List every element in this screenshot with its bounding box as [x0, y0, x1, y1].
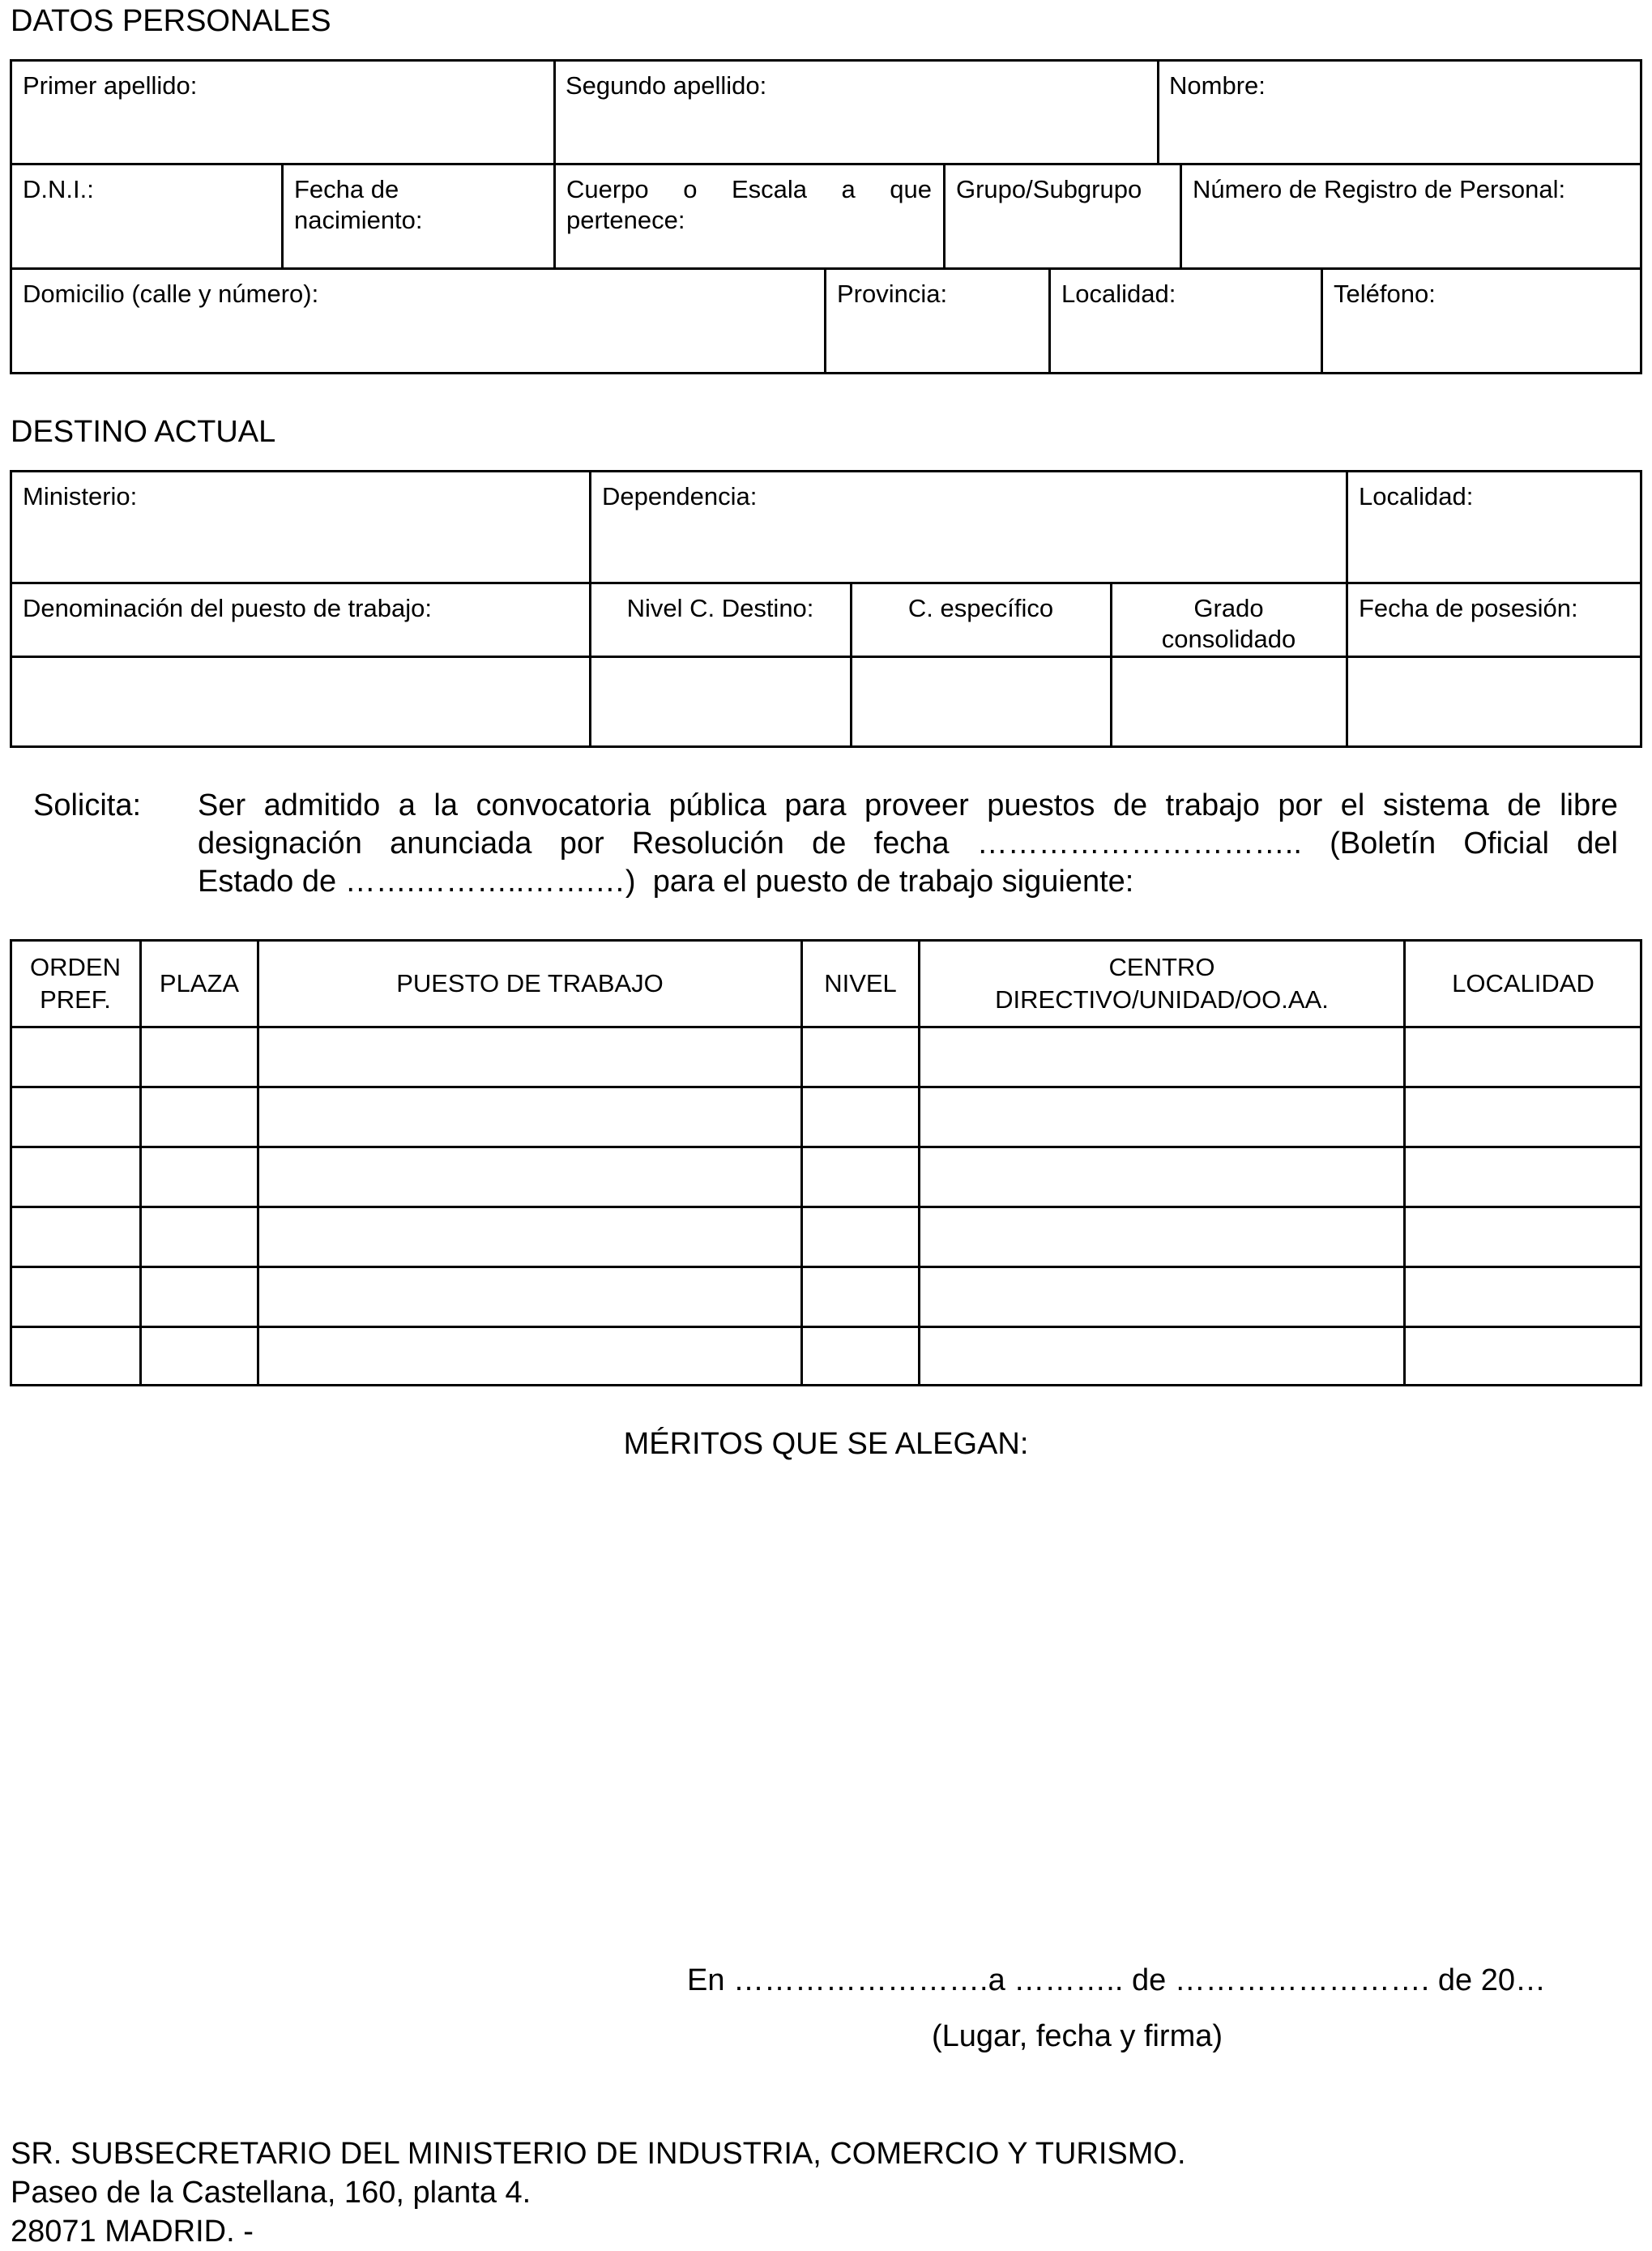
- word: del: [1577, 827, 1618, 861]
- label-telefono: Teléfono:: [1334, 280, 1436, 308]
- label-localidad: Localidad:: [1061, 280, 1176, 308]
- header-nivel-destino: [591, 583, 850, 656]
- word: (Boletín: [1330, 827, 1436, 861]
- label-orden: ORDEN: [30, 952, 121, 981]
- word: para: [784, 788, 847, 822]
- field-ministerio[interactable]: [11, 472, 589, 582]
- label-dni: D.N.I.:: [23, 175, 94, 203]
- label-localidad-puesto: LOCALIDAD: [1452, 968, 1594, 997]
- table-row[interactable]: [11, 1268, 1641, 1326]
- field-localidad-destino[interactable]: [1347, 472, 1641, 582]
- table-row[interactable]: [11, 1328, 1641, 1385]
- word: a: [398, 788, 416, 822]
- meritos-area[interactable]: [10, 1475, 1642, 1929]
- input-nivel-destino[interactable]: [591, 657, 850, 746]
- col-header-plaza: [142, 941, 257, 1026]
- word: la: [433, 788, 458, 822]
- table-row[interactable]: [11, 1028, 1641, 1086]
- label-dependencia: Dependencia:: [602, 482, 758, 510]
- field-dependencia[interactable]: [591, 472, 1346, 582]
- table-row[interactable]: [11, 1208, 1641, 1266]
- word: anunciada: [390, 827, 532, 861]
- label-word: a: [841, 175, 856, 203]
- destinatario-line-1: SR. SUBSECRETARIO DEL MINISTERIO DE INDUSTRIA, COMERCIO Y TURISMO.: [11, 2137, 1186, 2171]
- word: de: [1112, 788, 1148, 822]
- section-title-destino-actual: DESTINO ACTUAL: [11, 415, 276, 449]
- label-cuerpo-escala-line2: pertenece:: [566, 206, 685, 234]
- field-domicilio[interactable]: [11, 269, 824, 373]
- word: Oficial: [1463, 827, 1549, 861]
- label-segundo-apellido: Segundo apellido:: [566, 71, 767, 100]
- firma-caption: (Lugar, fecha y firma): [932, 2019, 1223, 2053]
- label-primer-apellido: Primer apellido:: [23, 71, 198, 100]
- word: puestos: [987, 788, 1095, 822]
- label-fecha-nacimiento-line2: nacimiento:: [294, 206, 423, 234]
- input-grado-consolidado[interactable]: [1112, 657, 1346, 746]
- header-fecha-posesion: [1347, 583, 1641, 656]
- label-cuerpo-escala-line1: [566, 174, 932, 205]
- col-header-centro: [920, 941, 1403, 1026]
- field-nombre[interactable]: [1158, 61, 1641, 163]
- solicita-text: [198, 787, 1618, 901]
- word: de: [812, 827, 847, 861]
- label-nombre: Nombre:: [1169, 71, 1266, 100]
- field-dni[interactable]: [11, 164, 281, 267]
- label-centro: CENTRO: [1108, 952, 1215, 981]
- label-grado-line2: consolidado: [1161, 625, 1296, 653]
- word: sistema: [1382, 788, 1489, 822]
- label-provincia: Provincia:: [837, 280, 948, 308]
- label-grado-line1: Grado: [1193, 594, 1264, 622]
- table-row[interactable]: [11, 1088, 1641, 1146]
- col-header-nivel: [803, 941, 918, 1026]
- word: el: [1340, 788, 1365, 822]
- section-title-datos-personales: DATOS PERSONALES: [11, 4, 331, 38]
- word: proveer: [864, 788, 969, 822]
- field-segundo-apellido[interactable]: [554, 61, 1157, 163]
- word: fecha: [873, 827, 950, 861]
- word: de: [1507, 788, 1542, 822]
- word: trabajo: [1165, 788, 1260, 822]
- field-numero-registro[interactable]: [1181, 164, 1641, 267]
- solicita-line-1: [198, 787, 1618, 825]
- field-cuerpo-escala[interactable]: [555, 164, 943, 267]
- label-word: Cuerpo: [566, 175, 649, 203]
- field-fecha-nacimiento[interactable]: [283, 164, 553, 267]
- label-plaza: PLAZA: [159, 968, 240, 997]
- word: admitido: [263, 788, 381, 822]
- label-grupo-subgrupo: Grupo/Subgrupo: [956, 175, 1142, 203]
- label-word: Escala: [731, 175, 807, 203]
- firma-line[interactable]: En …………………….a ……….. de ……………………. de 20…: [687, 1963, 1546, 1997]
- label-word: o: [683, 175, 698, 203]
- col-header-orden: [11, 941, 139, 1026]
- field-localidad[interactable]: [1050, 269, 1321, 373]
- word: convocatoria: [476, 788, 651, 822]
- destinatario-line-2: Paseo de la Castellana, 160, planta 4.: [11, 2176, 531, 2210]
- label-fecha-nacimiento-line1: Fecha de: [294, 175, 399, 203]
- table-row[interactable]: [11, 1148, 1641, 1206]
- destinatario-line-3: 28071 MADRID. -: [11, 2215, 254, 2249]
- header-grado-consolidado: [1112, 583, 1346, 656]
- field-provincia[interactable]: [826, 269, 1048, 373]
- word: pública: [668, 788, 766, 822]
- solicita-label: Solicita:: [33, 788, 142, 822]
- solicita-line-3: Estado de …….………..…….…) para el puesto de trabajo siguiente:: [198, 865, 1134, 899]
- field-grupo-subgrupo[interactable]: [945, 164, 1180, 267]
- label-pref: PREF.: [40, 985, 111, 1014]
- label-puesto: PUESTO DE TRABAJO: [396, 968, 664, 997]
- word: Ser: [198, 788, 246, 822]
- field-primer-apellido[interactable]: [11, 61, 553, 163]
- input-fecha-posesion[interactable]: [1347, 657, 1641, 746]
- input-denominacion[interactable]: [11, 657, 589, 746]
- label-word: que: [890, 175, 932, 203]
- meritos-title: MÉRITOS QUE SE ALEGAN:: [623, 1427, 1029, 1461]
- label-nivel: NIVEL: [824, 968, 897, 997]
- label-localidad-destino: Localidad:: [1359, 482, 1474, 510]
- input-c-especifico[interactable]: [852, 657, 1110, 746]
- label-c-especifico: C. específico: [907, 594, 1054, 622]
- word: libre: [1560, 788, 1618, 822]
- word: por: [1278, 788, 1323, 822]
- label-denominacion: Denominación del puesto de trabajo:: [23, 594, 432, 622]
- label-nivel-destino: Nivel C. Destino:: [626, 594, 814, 622]
- word: por: [559, 827, 604, 861]
- header-denominacion: [11, 583, 589, 656]
- col-header-puesto: [259, 941, 800, 1026]
- header-c-especifico: [852, 583, 1110, 656]
- field-telefono[interactable]: [1322, 269, 1641, 373]
- resolucion-fecha-blank[interactable]: …………………………..: [976, 827, 1302, 861]
- col-header-localidad: [1406, 941, 1641, 1026]
- label-fecha-posesion: Fecha de posesión:: [1359, 594, 1578, 622]
- solicita-line-2: [198, 825, 1618, 863]
- label-numero-registro: Número de Registro de Personal:: [1193, 175, 1566, 203]
- destinatario-block: [11, 2134, 1186, 2251]
- label-ministerio: Ministerio:: [23, 482, 138, 510]
- word: designación: [198, 827, 362, 861]
- label-domicilio: Domicilio (calle y número):: [23, 280, 319, 308]
- word: Resolución: [631, 827, 784, 861]
- label-directivo: DIRECTIVO/UNIDAD/OO.AA.: [995, 985, 1329, 1014]
